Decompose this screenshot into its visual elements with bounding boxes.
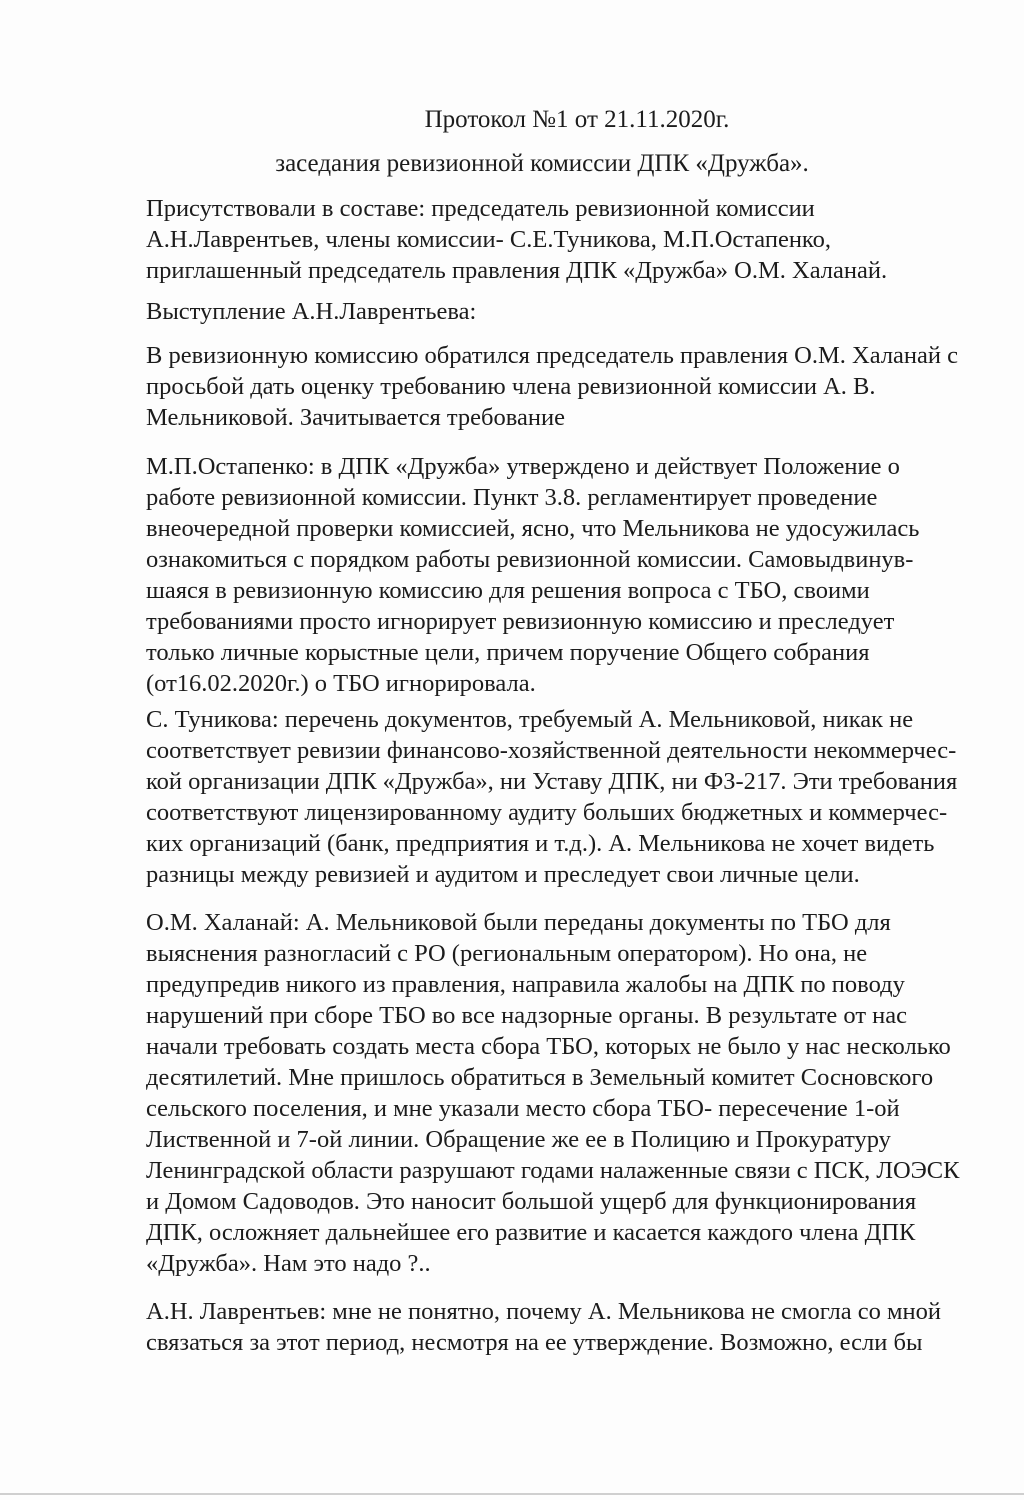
text-line: работе ревизионной комиссии. Пункт 3.8. регламентирует проведение <box>146 484 878 511</box>
text-line: С. Туникова: перечень документов, требуемый А. Мельниковой, никак не <box>146 706 914 733</box>
text-line: А.Н.Лаврентьев, члены комиссии- С.Е.Туникова, М.П.Остапенко, <box>146 226 831 253</box>
text-line: Мельниковой. Зачитывается требование <box>146 404 565 431</box>
text-line: выяснения разногласий с РО (региональным оператором). Но она, не <box>146 940 868 967</box>
text-line: ДПК, осложняет дальнейшее его развитие и касается каждого члена ДПК <box>146 1219 916 1246</box>
text-line: М.П.Остапенко: в ДПК «Дружба» утверждено и действует Положение о <box>146 453 900 480</box>
text-line: О.М. Халанай: А. Мельниковой были переданы документы по ТБО для <box>146 909 891 936</box>
text-line: связаться за этот период, несмотря на ее утверждение. Возможно, если бы <box>146 1329 923 1356</box>
text-line: шаяся в ревизионную комиссию для решения вопроса с ТБО, своими <box>146 577 870 604</box>
text-line: внеочередной проверки комиссией, ясно, что Мельникова не удосужилась <box>146 515 920 542</box>
text-line: разницы между ревизией и аудитом и преследует свои личные цели. <box>146 861 860 888</box>
text-line: десятилетий. Мне пришлось обратиться в Земельный комитет Сосновского <box>146 1064 934 1091</box>
text-line: А.Н. Лаврентьев: мне не понятно, почему А. Мельникова не смогла со мной <box>146 1298 941 1325</box>
text-line: Выступление А.Н.Лаврентьева: <box>146 298 477 325</box>
text-line: предупредив никого из правления, направила жалобы на ДПК по поводу <box>146 971 905 998</box>
text-line: Присутствовали в составе: председатель ревизионной комиссии <box>146 195 815 222</box>
text-line: Лиственной и 7-ой линии. Обращение же ее в Полицию и Прокуратуру <box>146 1126 891 1153</box>
text-line: ознакомиться с порядком работы ревизионной комиссии. Самовыдвинув- <box>146 546 914 573</box>
protocol-title: Протокол №1 от 21.11.2020г. <box>424 106 730 133</box>
lavrentyev-closing-paragraph <box>146 1296 976 1358</box>
lavrentyev-paragraph <box>146 340 976 433</box>
page-edge-divider <box>0 1493 1024 1495</box>
text-line: соответствуют лицензированному аудиту больших бюджетных и коммерчес- <box>146 799 948 826</box>
text-line: «Дружба». Нам это надо ?.. <box>146 1250 431 1277</box>
text-line: требованиями просто игнорирует ревизионную комиссию и преследует <box>146 608 895 635</box>
text-line: нарушений при сборе ТБО во все надзорные органы. В результате от нас <box>146 1002 908 1029</box>
text-line: Ленинградской области разрушают годами налаженные связи с ПСК, ЛОЭСК <box>146 1157 960 1184</box>
text-line: (от16.02.2020г.) о ТБО игнорировала. <box>146 670 536 697</box>
speech-heading <box>146 296 976 327</box>
ostapenko-paragraph <box>146 451 976 699</box>
text-line: соответствует ревизии финансово-хозяйственной деятельности некоммерчес- <box>146 737 957 764</box>
text-line: начали требовать создать места сбора ТБО, которых не было у нас несколько <box>146 1033 951 1060</box>
protocol-subtitle: заседания ревизионной комиссии ДПК «Дружба». <box>275 150 809 177</box>
text-line: ких организаций (банк, предприятия и т.д.). А. Мельникова не хочет видеть <box>146 830 935 857</box>
text-line: приглашенный председатель правления ДПК «Дружба» О.М. Халанай. <box>146 257 888 284</box>
khalanai-paragraph <box>146 907 976 1279</box>
text-line: и Домом Садоводов. Это наносит большой ущерб для функционирования <box>146 1188 917 1215</box>
tunikova-paragraph <box>146 704 976 890</box>
text-line: только личные корыстные цели, причем поручение Общего собрания <box>146 639 870 666</box>
text-line: просьбой дать оценку требованию члена ревизионной комиссии А. В. <box>146 373 876 400</box>
text-line: кой организации ДПК «Дружба», ни Уставу ДПК, ни ФЗ-217. Эти требования <box>146 768 958 795</box>
text-line: В ревизионную комиссию обратился председатель правления О.М. Халанай с <box>146 342 959 369</box>
text-line: сельского поселения, и мне указали место сбора ТБО- пересечение 1-ой <box>146 1095 900 1122</box>
attendees-paragraph <box>146 193 976 286</box>
